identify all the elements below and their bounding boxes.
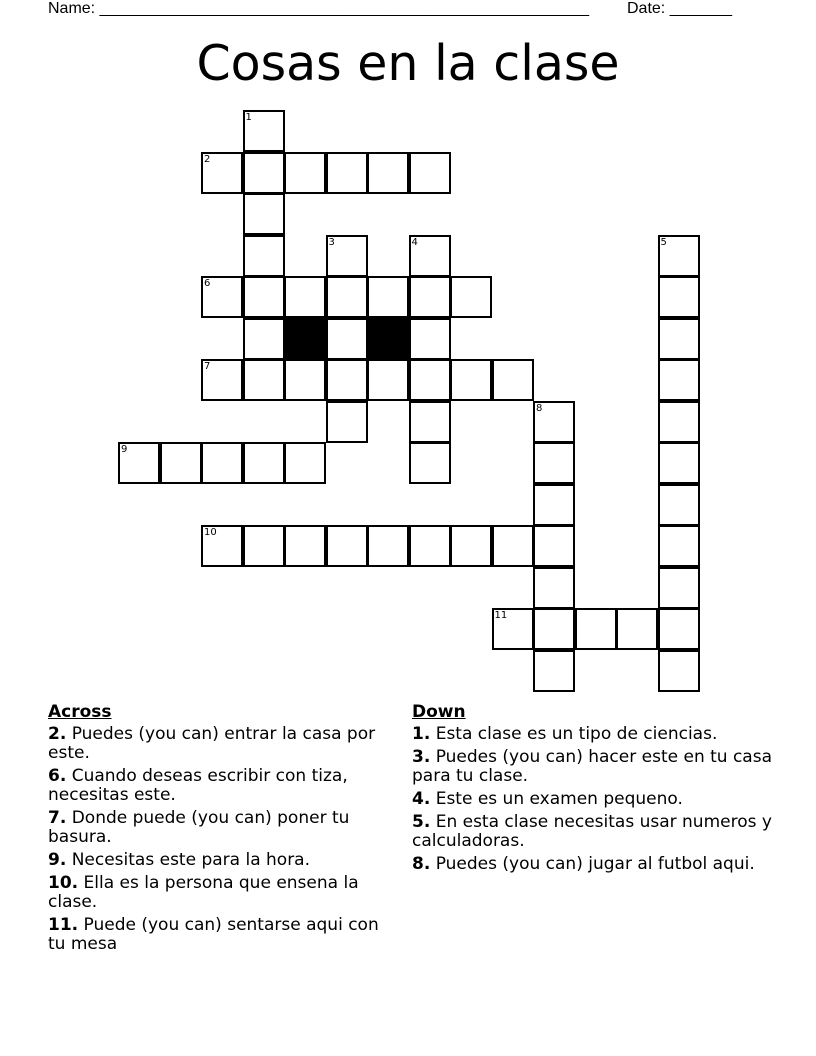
- clue-number: 10: [204, 527, 217, 538]
- crossword-cell[interactable]: [243, 442, 285, 484]
- block-cell: [367, 318, 409, 360]
- crossword-cell[interactable]: [450, 525, 492, 567]
- clue-item-text: Necesitas este para la hora.: [66, 850, 310, 870]
- crossword-cell[interactable]: [201, 525, 243, 567]
- crossword-cell[interactable]: [243, 193, 285, 235]
- across-clues: [48, 703, 398, 958]
- crossword-cell[interactable]: [326, 359, 368, 401]
- crossword-cell[interactable]: [243, 276, 285, 318]
- clue-item-text: Este es un examen pequeno.: [430, 789, 683, 809]
- crossword-cell[interactable]: [326, 152, 368, 194]
- crossword-cell[interactable]: [243, 152, 285, 194]
- clue-number: 6: [204, 278, 211, 289]
- date-field-label: Date: _______: [627, 0, 732, 17]
- clue-item-text: Puedes (you can) hacer este en tu casa para tu clase.: [412, 747, 772, 786]
- crossword-cell[interactable]: [658, 442, 700, 484]
- crossword-cell[interactable]: [533, 484, 575, 526]
- crossword-cell[interactable]: [492, 525, 534, 567]
- clue-item-number: 6.: [48, 766, 67, 786]
- crossword-cell[interactable]: [658, 567, 700, 609]
- clue-item-number: 1.: [412, 724, 431, 744]
- clue-item-text: Puedes (you can) entrar la casa por este.: [48, 724, 376, 763]
- crossword-cell[interactable]: [367, 152, 409, 194]
- clue-number: 9: [121, 444, 128, 455]
- crossword-cell[interactable]: [284, 152, 326, 194]
- page-title: Cosas en la clase: [196, 35, 620, 92]
- crossword-cell[interactable]: [658, 608, 700, 650]
- crossword-cell[interactable]: [492, 359, 534, 401]
- crossword-cell[interactable]: [409, 401, 451, 443]
- crossword-cell[interactable]: [658, 525, 700, 567]
- crossword-cell[interactable]: [658, 401, 700, 443]
- crossword-cell[interactable]: [243, 110, 285, 152]
- crossword-cell[interactable]: [326, 318, 368, 360]
- crossword-cell[interactable]: [243, 318, 285, 360]
- clue-item-text: Ella es la persona que ensena la clase.: [48, 873, 359, 912]
- clue-item-text: Donde puede (you can) poner tu basura.: [48, 808, 350, 847]
- clue-item: [412, 813, 772, 851]
- across-heading: Across: [48, 702, 112, 722]
- clue-item: [48, 916, 398, 954]
- clue-item-number: 8.: [412, 854, 431, 874]
- crossword-cell[interactable]: [284, 359, 326, 401]
- clue-number: 1: [245, 112, 252, 123]
- crossword-cell[interactable]: [658, 318, 700, 360]
- crossword-cell[interactable]: [492, 608, 534, 650]
- clue-number: 7: [204, 361, 211, 372]
- clue-number: 4: [411, 236, 418, 248]
- clue-item-number: 10.: [48, 873, 79, 893]
- crossword-cell[interactable]: [243, 359, 285, 401]
- clue-item-number: 9.: [48, 850, 67, 870]
- crossword-cell[interactable]: [367, 525, 409, 567]
- crossword-cell[interactable]: [201, 276, 243, 318]
- crossword-cell[interactable]: [533, 401, 575, 443]
- crossword-cell[interactable]: [533, 608, 575, 650]
- clue-item: [412, 790, 772, 809]
- crossword-cell[interactable]: [326, 276, 368, 318]
- crossword-cell[interactable]: [243, 525, 285, 567]
- crossword-cell[interactable]: [658, 484, 700, 526]
- crossword-cell[interactable]: [201, 152, 243, 194]
- crossword-cell[interactable]: [658, 359, 700, 401]
- clue-item: [48, 851, 398, 870]
- crossword-cell[interactable]: [409, 442, 451, 484]
- clue-item: [48, 767, 398, 805]
- crossword-cell[interactable]: [658, 276, 700, 318]
- crossword-cell[interactable]: [284, 442, 326, 484]
- down-clues: [412, 703, 772, 878]
- clue-item-number: 4.: [412, 789, 431, 809]
- crossword-cell[interactable]: [326, 401, 368, 443]
- down-heading: Down: [412, 702, 466, 722]
- clue-item-number: 2.: [48, 724, 67, 744]
- clue-item-number: 3.: [412, 747, 431, 767]
- crossword-cell[interactable]: [658, 650, 700, 692]
- crossword-cell[interactable]: [367, 359, 409, 401]
- across-clue-list: [48, 725, 398, 954]
- crossword-cell[interactable]: [533, 525, 575, 567]
- clue-item: [48, 809, 398, 847]
- clue-item-text: Puede (you can) sentarse aqui con tu mesa: [48, 915, 379, 954]
- clue-item: [48, 725, 398, 763]
- clue-item: [412, 855, 772, 874]
- crossword-cell[interactable]: [616, 608, 658, 650]
- crossword-cell[interactable]: [201, 442, 243, 484]
- clue-item-text: Esta clase es un tipo de ciencias.: [430, 724, 718, 744]
- clue-number: 8: [536, 402, 543, 414]
- down-clue-list: [412, 725, 772, 874]
- crossword-cell[interactable]: [658, 235, 700, 277]
- clue-item-text: Cuando deseas escribir con tiza, necesitas este.: [48, 766, 348, 805]
- clue-number: 2: [204, 153, 211, 165]
- clue-item: [412, 748, 772, 786]
- crossword-cell[interactable]: [533, 567, 575, 609]
- crossword-cell[interactable]: [533, 650, 575, 692]
- crossword-cell[interactable]: [243, 235, 285, 277]
- crossword-cell[interactable]: [409, 318, 451, 360]
- clue-item-number: 5.: [412, 812, 431, 832]
- clue-item: [412, 725, 772, 744]
- clue-number: 5: [660, 236, 667, 248]
- crossword-cell[interactable]: [118, 442, 160, 484]
- crossword-cell[interactable]: [450, 276, 492, 318]
- crossword-cell[interactable]: [160, 442, 202, 484]
- clue-item-number: 11.: [48, 915, 79, 935]
- clue-item-number: 7.: [48, 808, 67, 828]
- crossword-cell[interactable]: [409, 235, 451, 277]
- crossword-cell[interactable]: [326, 525, 368, 567]
- crossword-cell[interactable]: [409, 359, 451, 401]
- clue-number: 3: [328, 236, 335, 248]
- crossword-cell[interactable]: [326, 235, 368, 277]
- crossword-cell[interactable]: [284, 276, 326, 318]
- name-field-label: Name: _______________________________________________________: [48, 0, 589, 17]
- crossword-cell[interactable]: [201, 359, 243, 401]
- clue-item: [48, 874, 398, 912]
- crossword-cell[interactable]: [284, 525, 326, 567]
- crossword-cell[interactable]: [409, 276, 451, 318]
- crossword-cell[interactable]: [575, 608, 617, 650]
- crossword-cell[interactable]: [409, 152, 451, 194]
- crossword-cell[interactable]: [450, 359, 492, 401]
- crossword-cell[interactable]: [533, 442, 575, 484]
- clue-item-text: En esta clase necesitas usar numeros y calculadoras.: [412, 812, 772, 851]
- clue-number: 11: [494, 610, 508, 621]
- crossword-cell[interactable]: [367, 276, 409, 318]
- clue-item-text: Puedes (you can) jugar al futbol aqui.: [430, 854, 755, 874]
- block-cell: [284, 318, 326, 360]
- crossword-cell[interactable]: [409, 525, 451, 567]
